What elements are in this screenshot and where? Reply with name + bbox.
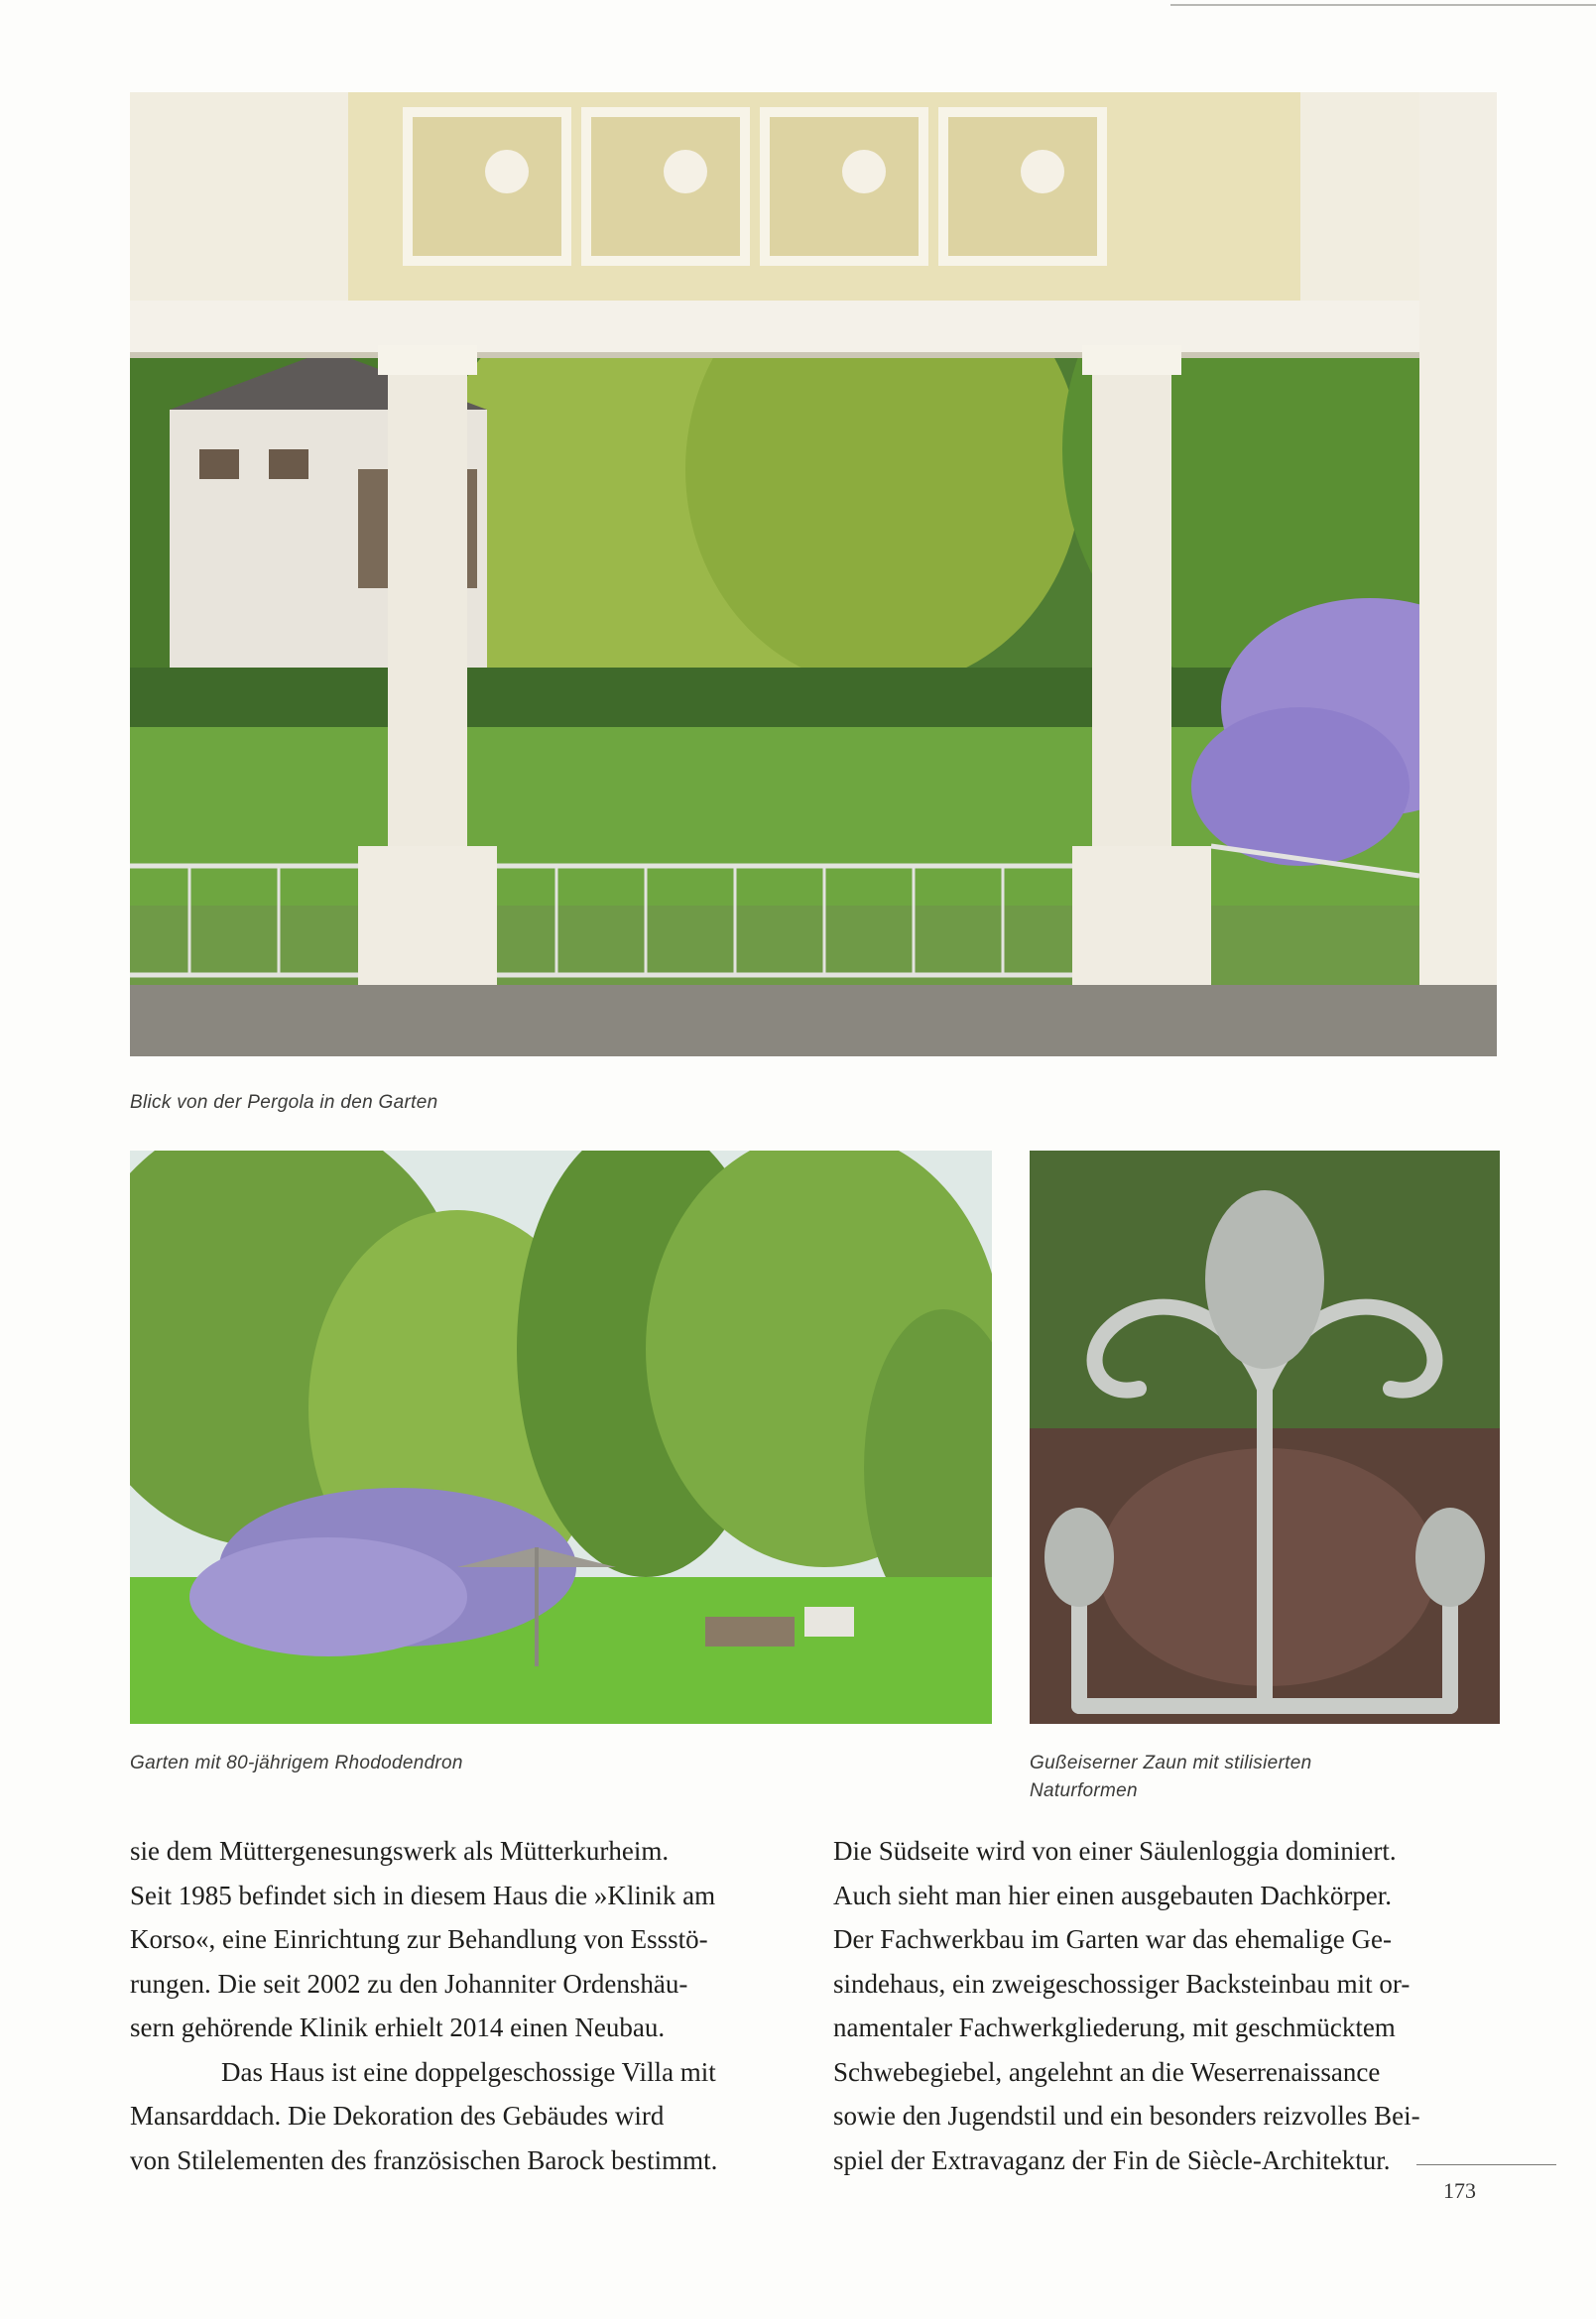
text-line: Seit 1985 befindet sich in diesem Haus die »Klinik am: [130, 1880, 716, 1910]
cast-iron-fence-photo: [1030, 1151, 1500, 1724]
fence-caption-line-2: Naturformen: [1030, 1780, 1138, 1801]
text-line: Auch sieht man hier einen ausgebauten Dachkörper.: [833, 1880, 1393, 1910]
text-line: namentaler Fachwerkgliederung, mit geschmücktem: [833, 2013, 1396, 2042]
text-line: Der Fachwerkbau im Garten war das ehemalige Ge-: [833, 1924, 1393, 1954]
right-paragraph-1: [833, 1829, 1508, 2182]
text-line: Schwebegiebel, angelehnt an die Weserrenaissance: [833, 2056, 1381, 2087]
left-paragraph-2: [130, 2050, 804, 2183]
fence-illustration: [1030, 1151, 1500, 1724]
page-number: 173: [1443, 2178, 1476, 2203]
fence-caption-line-1: Gußeiserner Zaun mit stilisierten: [1030, 1753, 1312, 1773]
text-line: Das Haus ist eine doppelgeschossige Villa mit: [221, 2056, 716, 2087]
left-text-column: [130, 1829, 804, 2182]
right-text-column: [833, 1829, 1508, 2182]
text-line: sindehaus, ein zweigeschossiger Backsteinbau mit or-: [833, 1968, 1411, 1999]
pergola-illustration: [130, 92, 1497, 1056]
fence-photo-caption: [1030, 1750, 1311, 1805]
text-line: sowie den Jugendstil und ein besonders reizvolles Bei-: [833, 2101, 1420, 2131]
garden-illustration: [130, 1151, 992, 1724]
text-line: Die Südseite wird von einer Säulenloggia dominiert.: [833, 1836, 1397, 1866]
garden-rhododendron-photo: [130, 1151, 992, 1724]
text-line: Mansarddach. Die Dekoration des Gebäudes wird: [130, 2101, 665, 2131]
text-line: spiel der Extravaganz der Fin de Siècle-Architektur.: [833, 2144, 1391, 2175]
pergola-garden-photo: [130, 92, 1497, 1056]
text-line: sie dem Müttergenesungswerk als Mütterkurheim.: [130, 1836, 670, 1866]
scan-edge-line: [1170, 4, 1596, 6]
garden-photo-caption: Garten mit 80-jährigem Rhododendron: [130, 1753, 463, 1773]
page-number-rule: [1416, 2164, 1556, 2165]
text-line: sern gehörende Klinik erhielt 2014 einen Neubau.: [130, 2013, 666, 2042]
left-paragraph-1: [130, 1829, 804, 2050]
text-line: Korso«, eine Einrichtung zur Behandlung von Essstö-: [130, 1924, 708, 1954]
pergola-photo-caption: Blick von der Pergola in den Garten: [130, 1092, 438, 1113]
text-line: von Stilelementen des französischen Barock bestimmt.: [130, 2144, 718, 2175]
text-line: rungen. Die seit 2002 zu den Johanniter Ordenshäu-: [130, 1968, 688, 1999]
